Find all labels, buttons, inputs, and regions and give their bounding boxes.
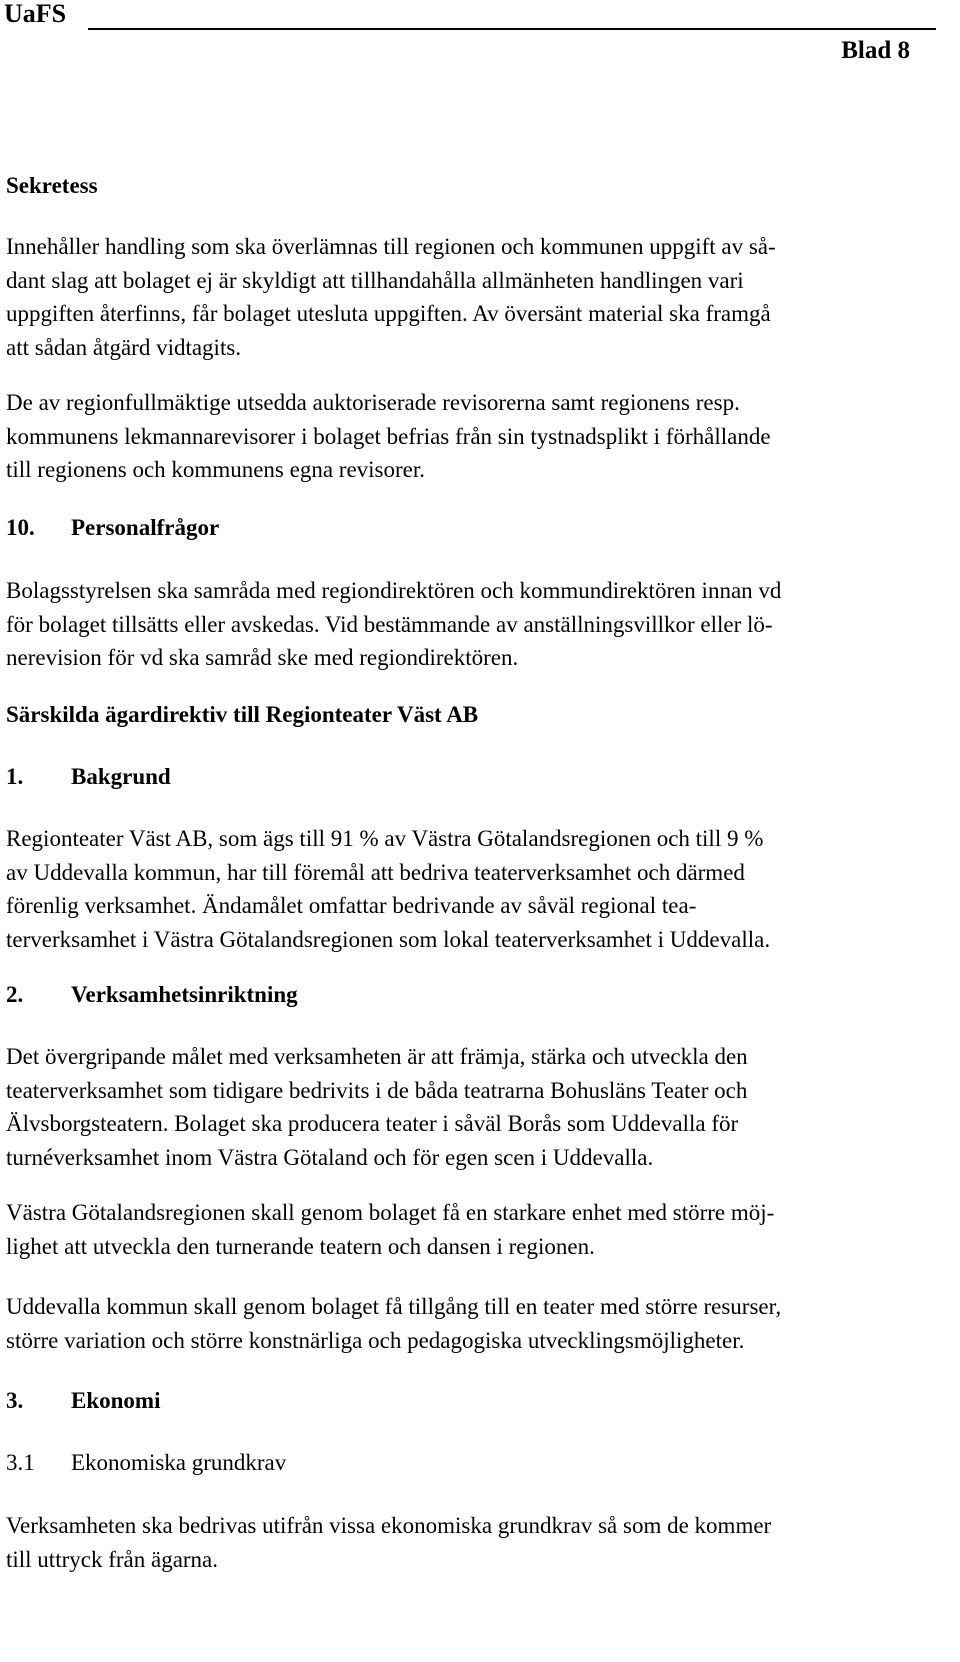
text-line: Västra Götalandsregionen skall genom bolaget få en starkare enhet med större möj-: [6, 1200, 775, 1225]
text-line: av Uddevalla kommun, har till föremål att bedriva teaterverksamhet och därmed: [6, 859, 745, 885]
section-number: 10.: [6, 515, 35, 540]
text-line: större variation och större konstnärliga och pedagogiska utvecklingsmöjligheter.: [6, 1327, 745, 1353]
document-title: UaFS: [4, 0, 67, 28]
text-line: Regionteater Väst AB, som ägs till 91 % av Västra Götalandsregionen och till 9 %: [6, 826, 764, 851]
heading-sekretess: Sekretess: [6, 173, 98, 198]
paragraph-verksamhet-3: [6, 1290, 956, 1357]
text-line: kommunens lekmannarevisorer i bolaget befrias från sin tystnadsplikt i förhållande: [6, 423, 771, 449]
text-line: nerevision för vd ska samråd ske med regiondirektören.: [6, 645, 519, 670]
header-rule: [88, 28, 936, 30]
paragraph-sekretess-1: [6, 230, 956, 364]
section-title: Ekonomi: [71, 1388, 161, 1413]
heading-ekonomiska-grundkrav: [6, 1446, 956, 1480]
text-line: för bolaget tillsätts eller avskedas. Vid bestämmande av anställningsvillkor eller lö-: [6, 611, 773, 637]
text-line: terverksamhet i Västra Götalandsregionen som lokal teaterverksamhet i Uddevalla.: [6, 926, 771, 952]
text-line: Det övergripande målet med verksamheten är att främja, stärka och utveckla den: [6, 1044, 748, 1069]
text-line: turnéverksamhet inom Västra Götaland och för egen scen i Uddevalla.: [6, 1144, 654, 1170]
paragraph-verksamhet-2: [6, 1196, 956, 1263]
text-line: Älvsborgsteatern. Bolaget ska producera teater i såväl Borås som Uddevalla för: [6, 1111, 739, 1136]
paragraph-verksamhet-1: [6, 1040, 956, 1174]
text-line: till uttryck från ägarna.: [6, 1546, 219, 1572]
section-number: 3.: [6, 1388, 24, 1413]
heading-verksamhetsinriktning: [6, 978, 956, 1012]
subsection-number: 3.1: [6, 1450, 35, 1475]
section-number: 1.: [6, 764, 24, 789]
paragraph-bakgrund: [6, 822, 956, 956]
text-line: Verksamheten ska bedrivas utifrån vissa ekonomiska grundkrav så som de kommer: [6, 1513, 772, 1538]
text-line: dant slag att bolaget ej är skyldigt att tillhandahålla allmänheten handlingen vari: [6, 267, 744, 293]
heading-personalfragor: [6, 511, 956, 545]
text-line: teaterverksamhet som tidigare bedrivits i de båda teatrarna Bohusläns Teater och: [6, 1077, 748, 1103]
page-label: Blad 8: [841, 37, 910, 64]
paragraph-ekonomi: [6, 1509, 956, 1576]
text-line: De av regionfullmäktige utsedda auktoriserade revisorerna samt regionens resp.: [6, 390, 740, 415]
section-title: Bakgrund: [71, 764, 171, 789]
text-line: Uddevalla kommun skall genom bolaget få tillgång till en teater med större resurser,: [6, 1294, 782, 1319]
heading-sarskilda-agardirektiv: Särskilda ägardirektiv till Regionteater Väst AB: [6, 702, 479, 727]
section-title: Verksamhetsinriktning: [71, 982, 298, 1007]
text-line: lighet att utveckla den turnerande teatern och dansen i regionen.: [6, 1233, 595, 1259]
subsection-title: Ekonomiska grundkrav: [71, 1450, 287, 1475]
heading-bakgrund: [6, 760, 956, 794]
paragraph-sekretess-2: [6, 386, 956, 487]
text-line: att sådan åtgärd vidtagits.: [6, 334, 242, 360]
heading-ekonomi: [6, 1384, 956, 1418]
text-line: Innehåller handling som ska överlämnas till regionen och kommunen uppgift av så-: [6, 234, 776, 259]
paragraph-personalfragor: [6, 574, 956, 675]
text-line: förenlig verksamhet. Ändamålet omfattar bedrivande av såväl regional tea-: [6, 893, 697, 918]
text-line: uppgiften återfinns, får bolaget utesluta uppgiften. Av översänt material ska framgå: [6, 301, 771, 326]
text-line: Bolagsstyrelsen ska samråda med regiondirektören och kommundirektören innan vd: [6, 578, 782, 603]
text-line: till regionens och kommunens egna revisorer.: [6, 457, 426, 482]
section-title: Personalfrågor: [71, 515, 220, 540]
section-number: 2.: [6, 982, 24, 1007]
